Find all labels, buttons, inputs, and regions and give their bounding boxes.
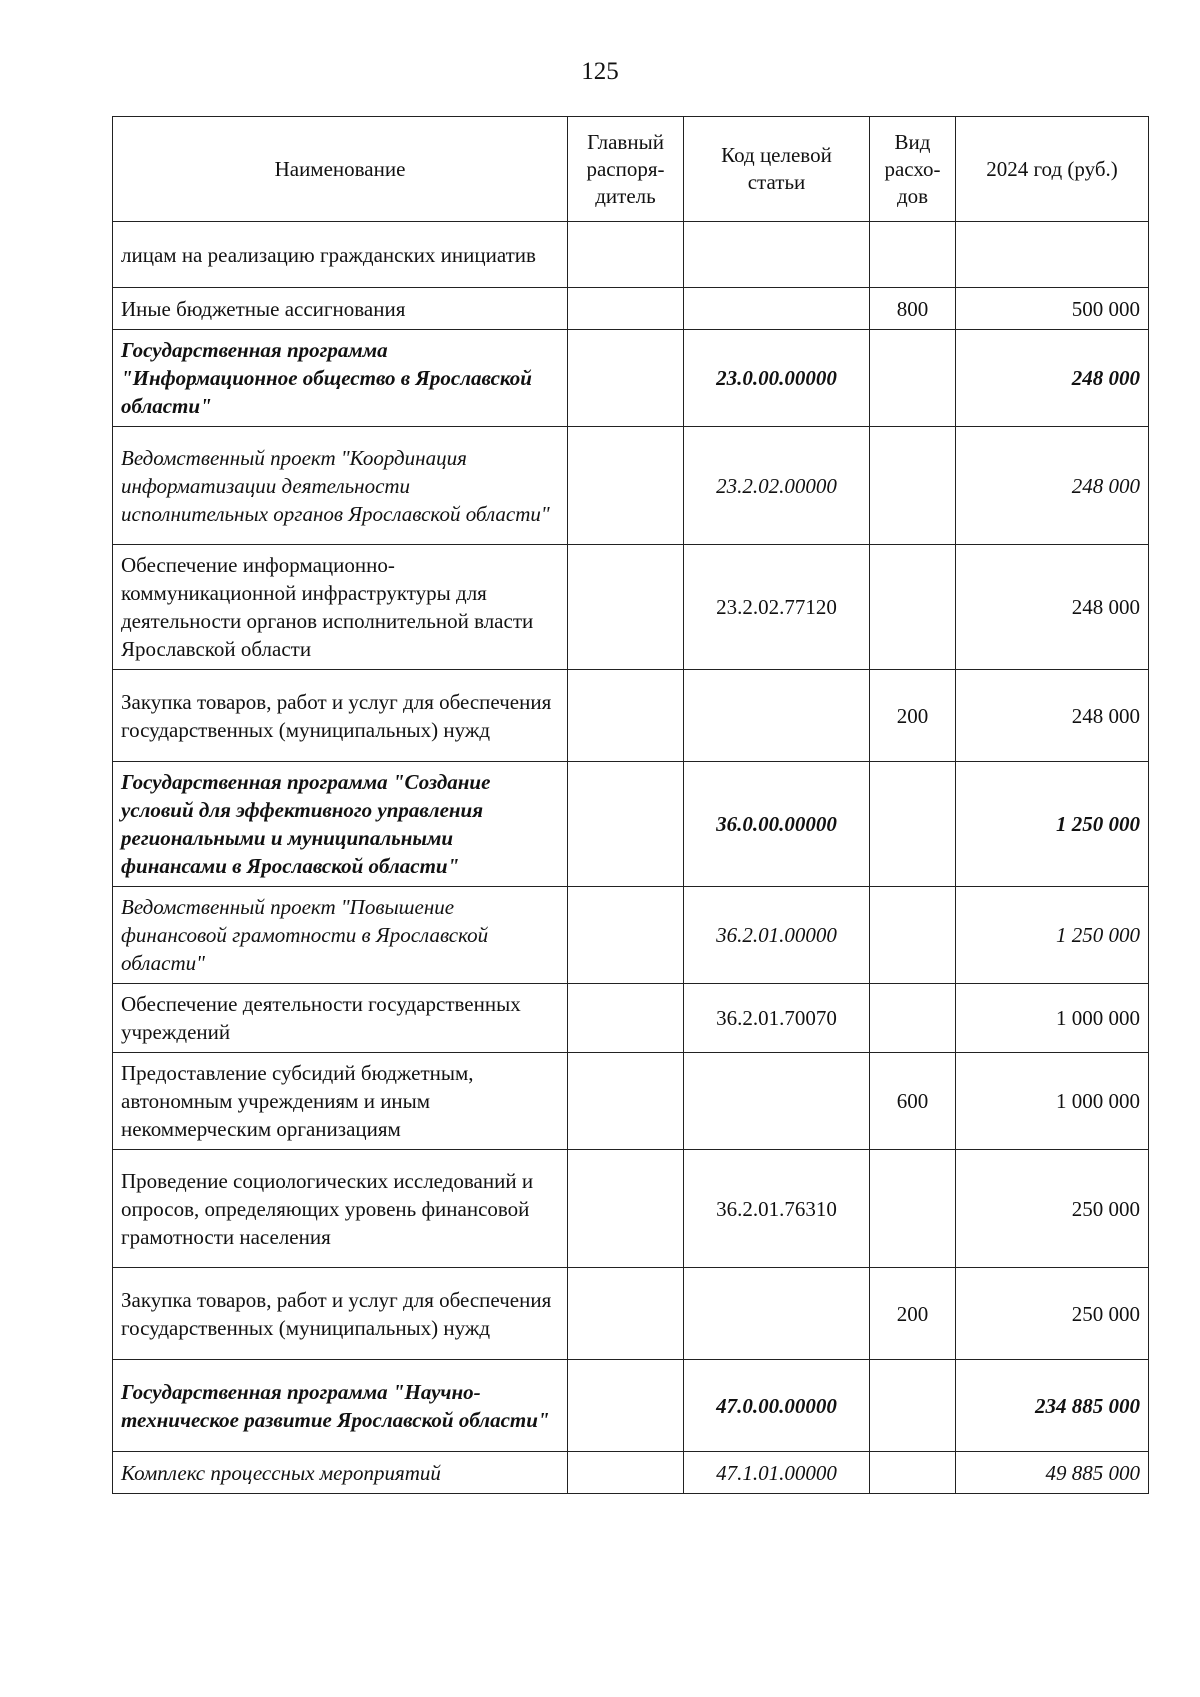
row-expense-kind: 600 [870, 1053, 956, 1150]
row-expense-kind [870, 222, 956, 288]
row-expense-kind [870, 1452, 956, 1494]
row-chief-manager [568, 545, 684, 670]
table-row [113, 427, 1149, 545]
table-row [113, 1053, 1149, 1150]
row-chief-manager [568, 670, 684, 762]
row-expense-kind [870, 545, 956, 670]
row-expense-kind [870, 427, 956, 545]
row-chief-manager [568, 330, 684, 427]
row-name: Закупка товаров, работ и услуг для обеспечения государственных (муниципальных) нужд [113, 1268, 568, 1360]
row-amount: 248 000 [956, 670, 1149, 762]
row-chief-manager [568, 222, 684, 288]
row-name: Ведомственный проект "Повышение финансовой грамотности в Ярославской области" [113, 887, 568, 984]
table-row [113, 1452, 1149, 1494]
row-chief-manager [568, 887, 684, 984]
row-amount: 1 250 000 [956, 887, 1149, 984]
row-target-code: 23.2.02.00000 [684, 427, 870, 545]
header-expense-kind: Вид расхо-дов [870, 117, 956, 222]
row-amount: 250 000 [956, 1268, 1149, 1360]
row-name: Государственная программа "Создание условий для эффективного управления региональными и муниципальными финансами в Ярославской области" [113, 762, 568, 887]
table-row [113, 762, 1149, 887]
row-target-code [684, 288, 870, 330]
row-amount [956, 222, 1149, 288]
row-name: Иные бюджетные ассигнования [113, 288, 568, 330]
header-chief-manager: Главный распоря-дитель [568, 117, 684, 222]
row-target-code: 36.2.01.00000 [684, 887, 870, 984]
budget-table [112, 116, 1149, 1494]
row-target-code: 36.0.00.00000 [684, 762, 870, 887]
table-row [113, 330, 1149, 427]
row-expense-kind [870, 1150, 956, 1268]
row-name: Проведение социологических исследований и опросов, определяющих уровень финансовой грамотности населения [113, 1150, 568, 1268]
row-name: Обеспечение деятельности государственных учреждений [113, 984, 568, 1053]
header-target-code: Код целевой статьи [684, 117, 870, 222]
page-number: 125 [581, 58, 619, 85]
table-header-row [113, 117, 1149, 222]
row-amount: 1 000 000 [956, 984, 1149, 1053]
row-amount: 234 885 000 [956, 1360, 1149, 1452]
row-target-code [684, 1268, 870, 1360]
row-target-code: 36.2.01.76310 [684, 1150, 870, 1268]
row-expense-kind: 200 [870, 1268, 956, 1360]
row-amount: 500 000 [956, 288, 1149, 330]
row-chief-manager [568, 1150, 684, 1268]
row-expense-kind [870, 762, 956, 887]
row-amount: 49 885 000 [956, 1452, 1149, 1494]
row-name: Государственная программа "Научно-техническое развитие Ярославской области" [113, 1360, 568, 1452]
row-expense-kind [870, 1360, 956, 1452]
table-row [113, 288, 1149, 330]
header-amount-2024: 2024 год (руб.) [956, 117, 1149, 222]
row-target-code: 47.1.01.00000 [684, 1452, 870, 1494]
row-name: Закупка товаров, работ и услуг для обеспечения государственных (муниципальных) нужд [113, 670, 568, 762]
row-expense-kind: 800 [870, 288, 956, 330]
row-target-code: 47.0.00.00000 [684, 1360, 870, 1452]
row-chief-manager [568, 427, 684, 545]
row-amount: 248 000 [956, 545, 1149, 670]
row-target-code [684, 222, 870, 288]
row-expense-kind [870, 887, 956, 984]
row-chief-manager [568, 1360, 684, 1452]
row-target-code [684, 670, 870, 762]
row-amount: 248 000 [956, 330, 1149, 427]
row-amount: 1 000 000 [956, 1053, 1149, 1150]
table-row [113, 887, 1149, 984]
row-chief-manager [568, 288, 684, 330]
table-row [113, 670, 1149, 762]
row-expense-kind: 200 [870, 670, 956, 762]
row-name: Комплекс процессных мероприятий [113, 1452, 568, 1494]
header-name: Наименование [113, 117, 568, 222]
row-name: Обеспечение информационно-коммуникационной инфраструктуры для деятельности органов исполнительной власти Ярославской области [113, 545, 568, 670]
table-row [113, 1268, 1149, 1360]
row-target-code: 23.0.00.00000 [684, 330, 870, 427]
row-target-code [684, 1053, 870, 1150]
row-chief-manager [568, 762, 684, 887]
row-name: Государственная программа "Информационное общество в Ярославской области" [113, 330, 568, 427]
table-row [113, 222, 1149, 288]
row-name: Ведомственный проект "Координация информатизации деятельности исполнительных органов Ярославской области" [113, 427, 568, 545]
row-chief-manager [568, 1053, 684, 1150]
row-expense-kind [870, 984, 956, 1053]
row-name: лицам на реализацию гражданских инициатив [113, 222, 568, 288]
table-row [113, 984, 1149, 1053]
table-row [113, 1150, 1149, 1268]
row-chief-manager [568, 984, 684, 1053]
row-chief-manager [568, 1452, 684, 1494]
row-expense-kind [870, 330, 956, 427]
row-target-code: 23.2.02.77120 [684, 545, 870, 670]
row-amount: 248 000 [956, 427, 1149, 545]
row-chief-manager [568, 1268, 684, 1360]
row-target-code: 36.2.01.70070 [684, 984, 870, 1053]
table-row [113, 545, 1149, 670]
row-amount: 250 000 [956, 1150, 1149, 1268]
row-name: Предоставление субсидий бюджетным, автономным учреждениям и иным некоммерческим организациям [113, 1053, 568, 1150]
row-amount: 1 250 000 [956, 762, 1149, 887]
table-row [113, 1360, 1149, 1452]
